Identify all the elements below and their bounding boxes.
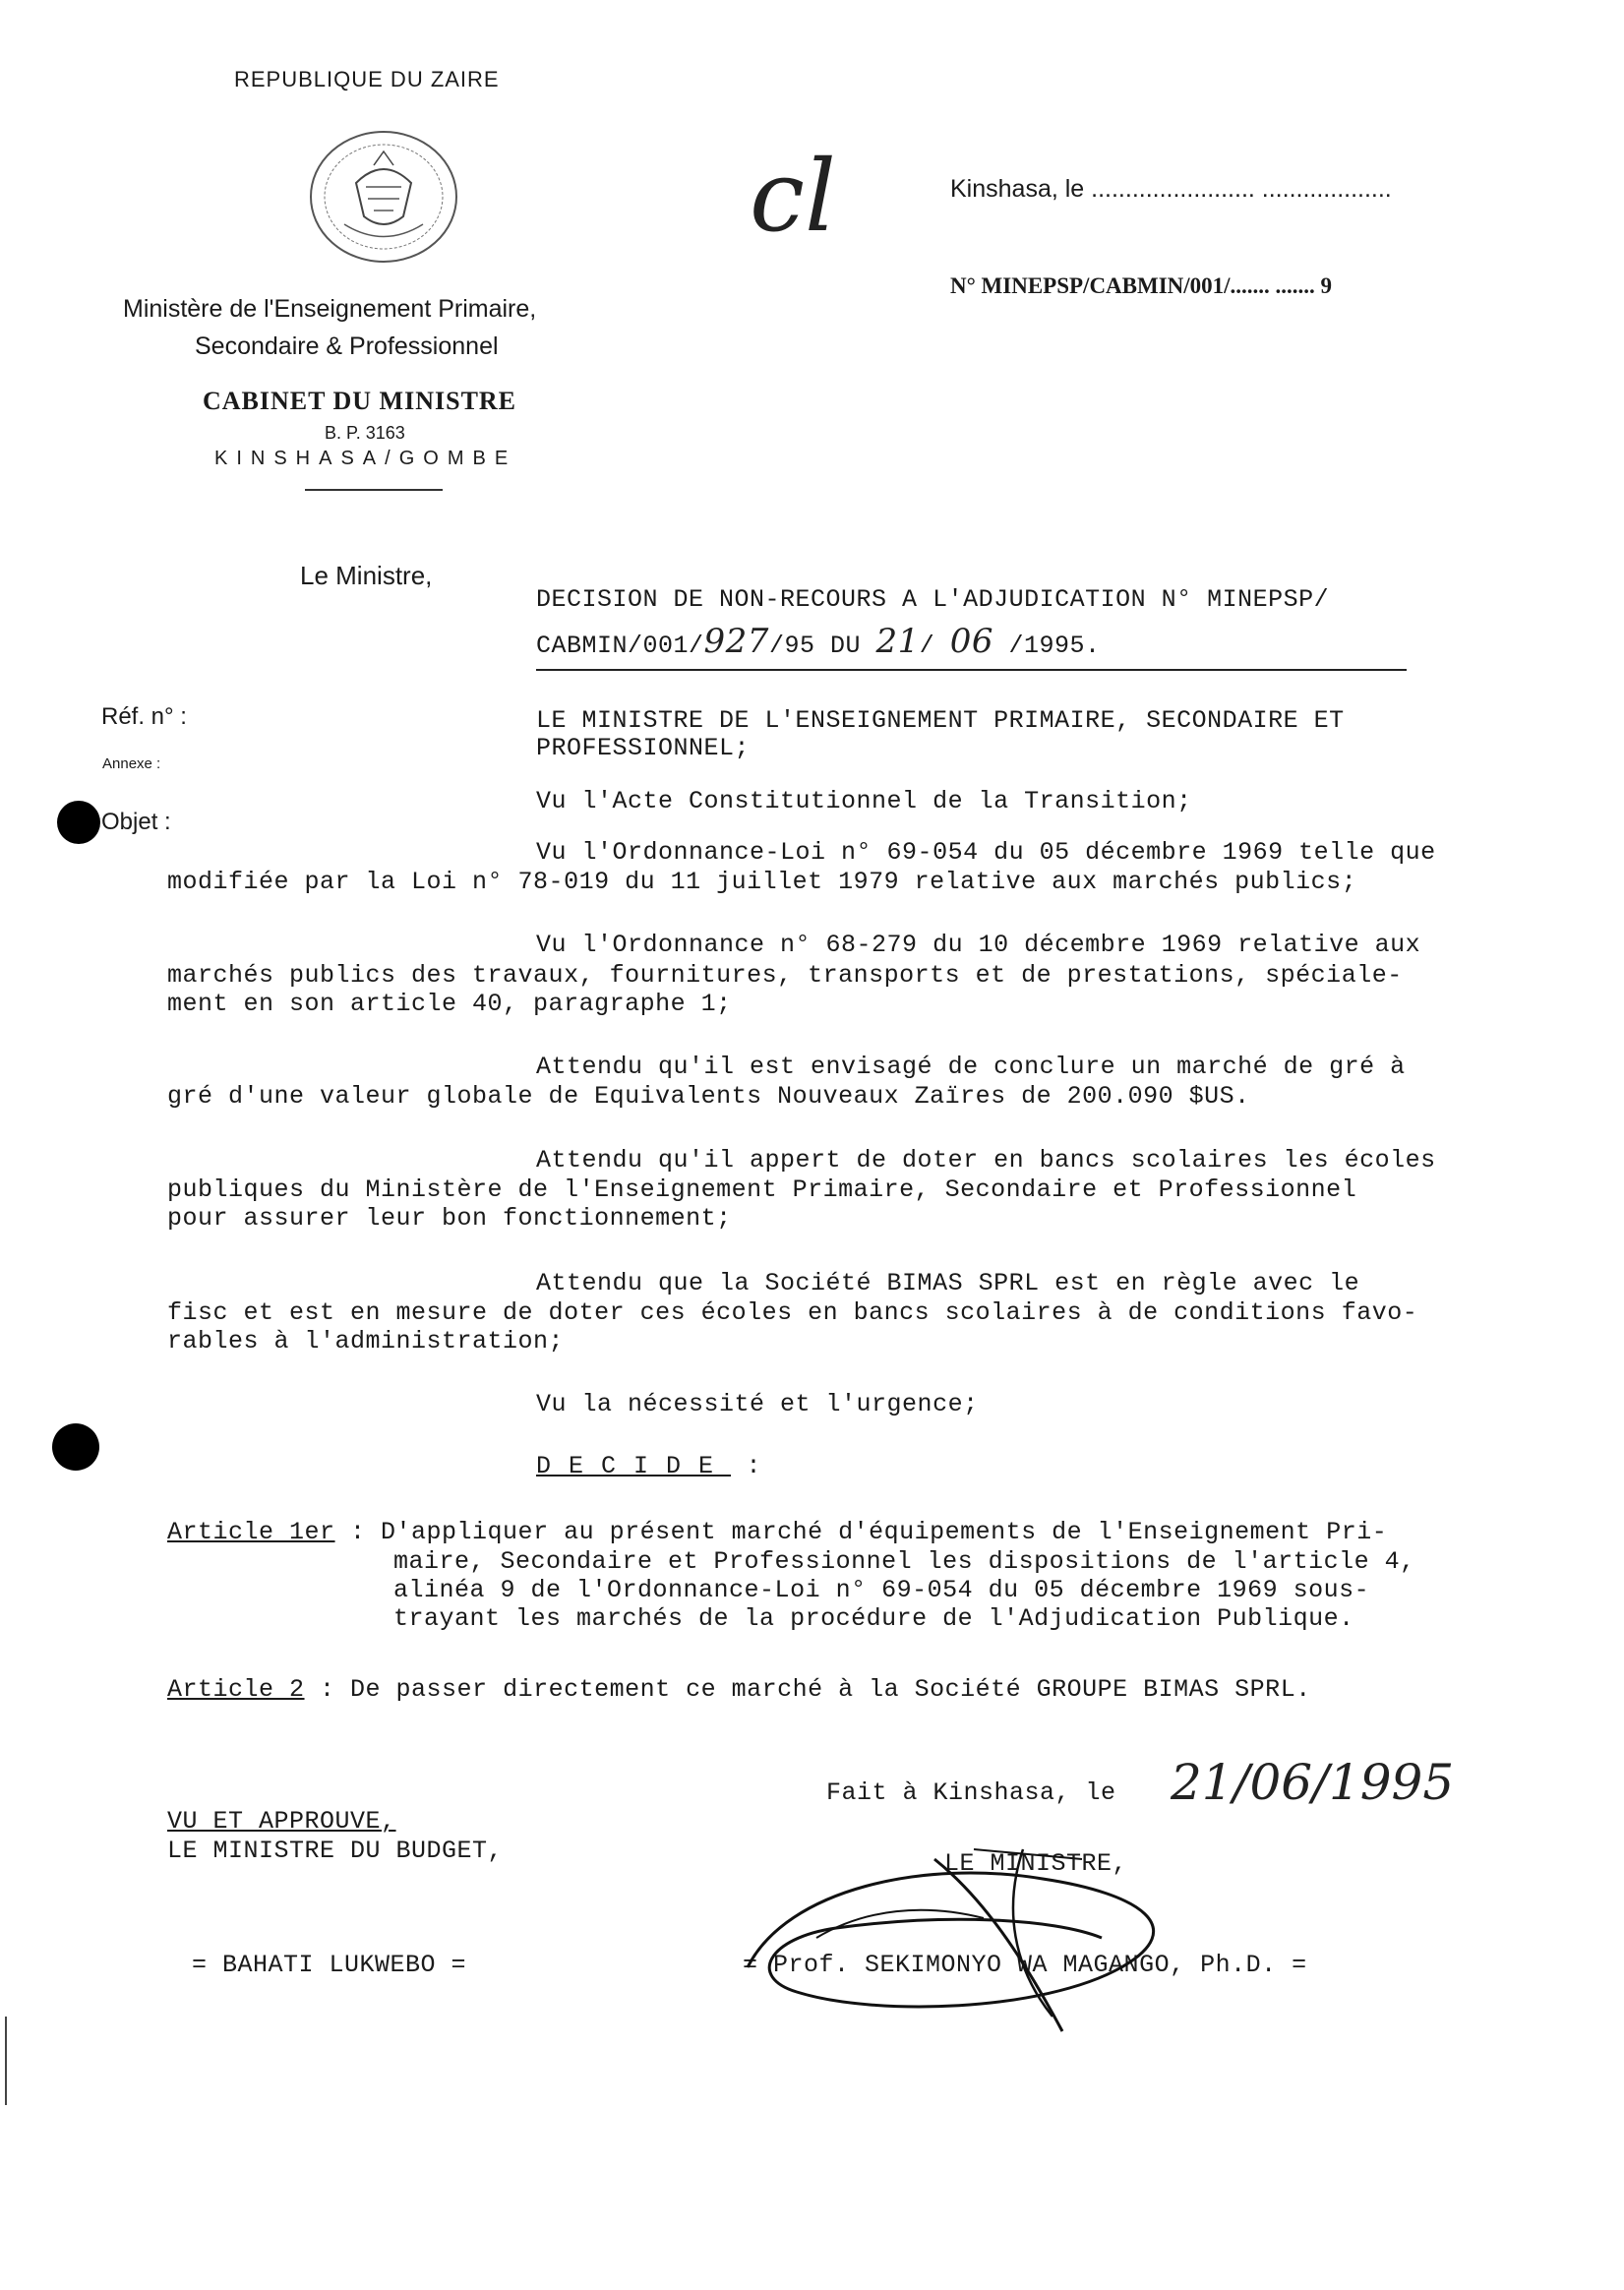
punch-hole-mark [52, 1423, 99, 1471]
title-sep: / [919, 632, 950, 660]
attendu-bimas-line2: fisc et est en mesure de doter ces écoles en bancs scolaires à de conditions favo- [167, 1298, 1418, 1327]
attendu-bimas-line3: rables à l'administration; [167, 1327, 565, 1356]
vu-ordonnance-loi-line1: Vu l'Ordonnance-Loi n° 69-054 du 05 décembre 1969 telle que [536, 838, 1436, 867]
vu-necessite: Vu la nécessité et l'urgence; [536, 1390, 979, 1418]
handwritten-decision-number: 927 [703, 622, 769, 661]
sender-line: Le Ministre, [300, 561, 433, 590]
title-underline [536, 669, 1407, 671]
vu-ordonnance-loi-line2: modifiée par la Loi n° 78-019 du 11 juillet 1979 relative aux marchés publics; [167, 868, 1357, 896]
decide-word: DECIDE [536, 1452, 732, 1480]
handwritten-month: 06 [949, 622, 994, 661]
handwritten-signing-date: 21/06/1995 [1171, 1754, 1455, 1811]
vu-ordonnance-line2: marchés publics des travaux, fournitures, transports et de prestations, spéciale- [167, 961, 1403, 990]
attendu-doter-line1: Attendu qu'il appert de doter en bancs scolaires les écoles [536, 1146, 1436, 1175]
attendu-bimas-line1: Attendu que la Société BIMAS SPRL est en règle avec le [536, 1269, 1360, 1297]
article-1-line2: maire, Secondaire et Professionnel les dispositions de l'article 4, [393, 1547, 1415, 1576]
fait-a-kinshasa: Fait à Kinshasa, le [826, 1778, 1116, 1807]
vu-acte-constitutionnel: Vu l'Acte Constitutionnel de la Transition; [536, 787, 1192, 815]
article-1-line1 [167, 1518, 1387, 1546]
reference-number: N° MINEPSP/CABMIN/001/....... ....... 9 [950, 273, 1333, 298]
article-2-label: Article 2 [167, 1675, 305, 1704]
object-label: Objet : [101, 809, 171, 835]
left-margin-line [5, 2017, 7, 2105]
decision-title-line1: DECISION DE NON-RECOURS A L'ADJUDICATION N° MINEPSP/ [536, 585, 1330, 614]
republic-heading: REPUBLIQUE DU ZAIRE [234, 67, 500, 91]
minister-signature-scribble [728, 1820, 1279, 2046]
minister-name: = Prof. SEKIMONYO WA MAGANGO, Ph.D. = [743, 1951, 1307, 1979]
budget-minister-name: = BAHATI LUKWEBO = [192, 1951, 467, 1979]
punch-hole-mark [57, 801, 100, 844]
decide-heading [536, 1452, 761, 1480]
title-suffix: /1995. [993, 632, 1101, 660]
article-2-text: : De passer directement ce marché à la Société GROUPE BIMAS SPRL. [304, 1675, 1311, 1704]
vu-ordonnance-line1: Vu l'Ordonnance n° 68-279 du 10 décembre 1969 relative aux [536, 931, 1421, 959]
ministry-name-line1: Ministère de l'Enseignement Primaire, [123, 295, 537, 323]
title-mid: /95 DU [768, 632, 876, 660]
decide-colon: : [731, 1452, 762, 1480]
coat-of-arms-seal [305, 126, 462, 269]
attendu-marche-line1: Attendu qu'il est envisagé de conclure un marché de gré à [536, 1053, 1406, 1081]
postal-box: B. P. 3163 [325, 423, 405, 443]
article-1-text-line1: : D'appliquer au présent marché d'équipements de l'Enseignement Pri- [334, 1518, 1388, 1546]
city-line: KINSHASA/GOMBE [214, 448, 517, 469]
budget-minister-title: LE MINISTRE DU BUDGET, [167, 1837, 504, 1865]
attendu-doter-line3: pour assurer leur bon fonctionnement; [167, 1204, 732, 1233]
article-2-line [167, 1675, 1311, 1704]
attendu-marche-line2: gré d'une valeur globale de Equivalents Nouveaux Zaïres de 200.090 $US. [167, 1082, 1250, 1111]
article-1-line4: trayant les marchés de la procédure de l'Adjudication Publique. [393, 1604, 1354, 1633]
attendu-doter-line2: publiques du Ministère de l'Enseignement Primaire, Secondaire et Professionnel [167, 1175, 1357, 1204]
minister-line2: PROFESSIONNEL; [536, 734, 751, 762]
minister-line1: LE MINISTRE DE L'ENSEIGNEMENT PRIMAIRE, SECONDAIRE ET [536, 706, 1345, 735]
article-1-line3: alinéa 9 de l'Ordonnance-Loi n° 69-054 du 05 décembre 1969 sous- [393, 1576, 1370, 1604]
vu-ordonnance-line3: ment en son article 40, paragraphe 1; [167, 990, 732, 1018]
ministry-name-line2: Secondaire & Professionnel [195, 332, 499, 360]
decision-title-line2 [536, 622, 1101, 661]
reference-label: Réf. n° : [101, 703, 187, 730]
cabinet-heading: CABINET DU MINISTRE [203, 387, 517, 415]
handwritten-mark: cl [750, 139, 836, 254]
header-divider [305, 489, 443, 491]
minister-title: LE MINISTRE, [944, 1849, 1128, 1878]
place-date-line: Kinshasa, le ........................ ................... [950, 175, 1392, 203]
annex-label: Annexe : [102, 755, 161, 772]
handwritten-day: 21 [875, 622, 920, 661]
title-prefix: CABMIN/001/ [536, 632, 704, 660]
article-1-label: Article 1er [167, 1518, 335, 1546]
vu-et-approuve: VU ET APPROUVE, [167, 1807, 396, 1836]
